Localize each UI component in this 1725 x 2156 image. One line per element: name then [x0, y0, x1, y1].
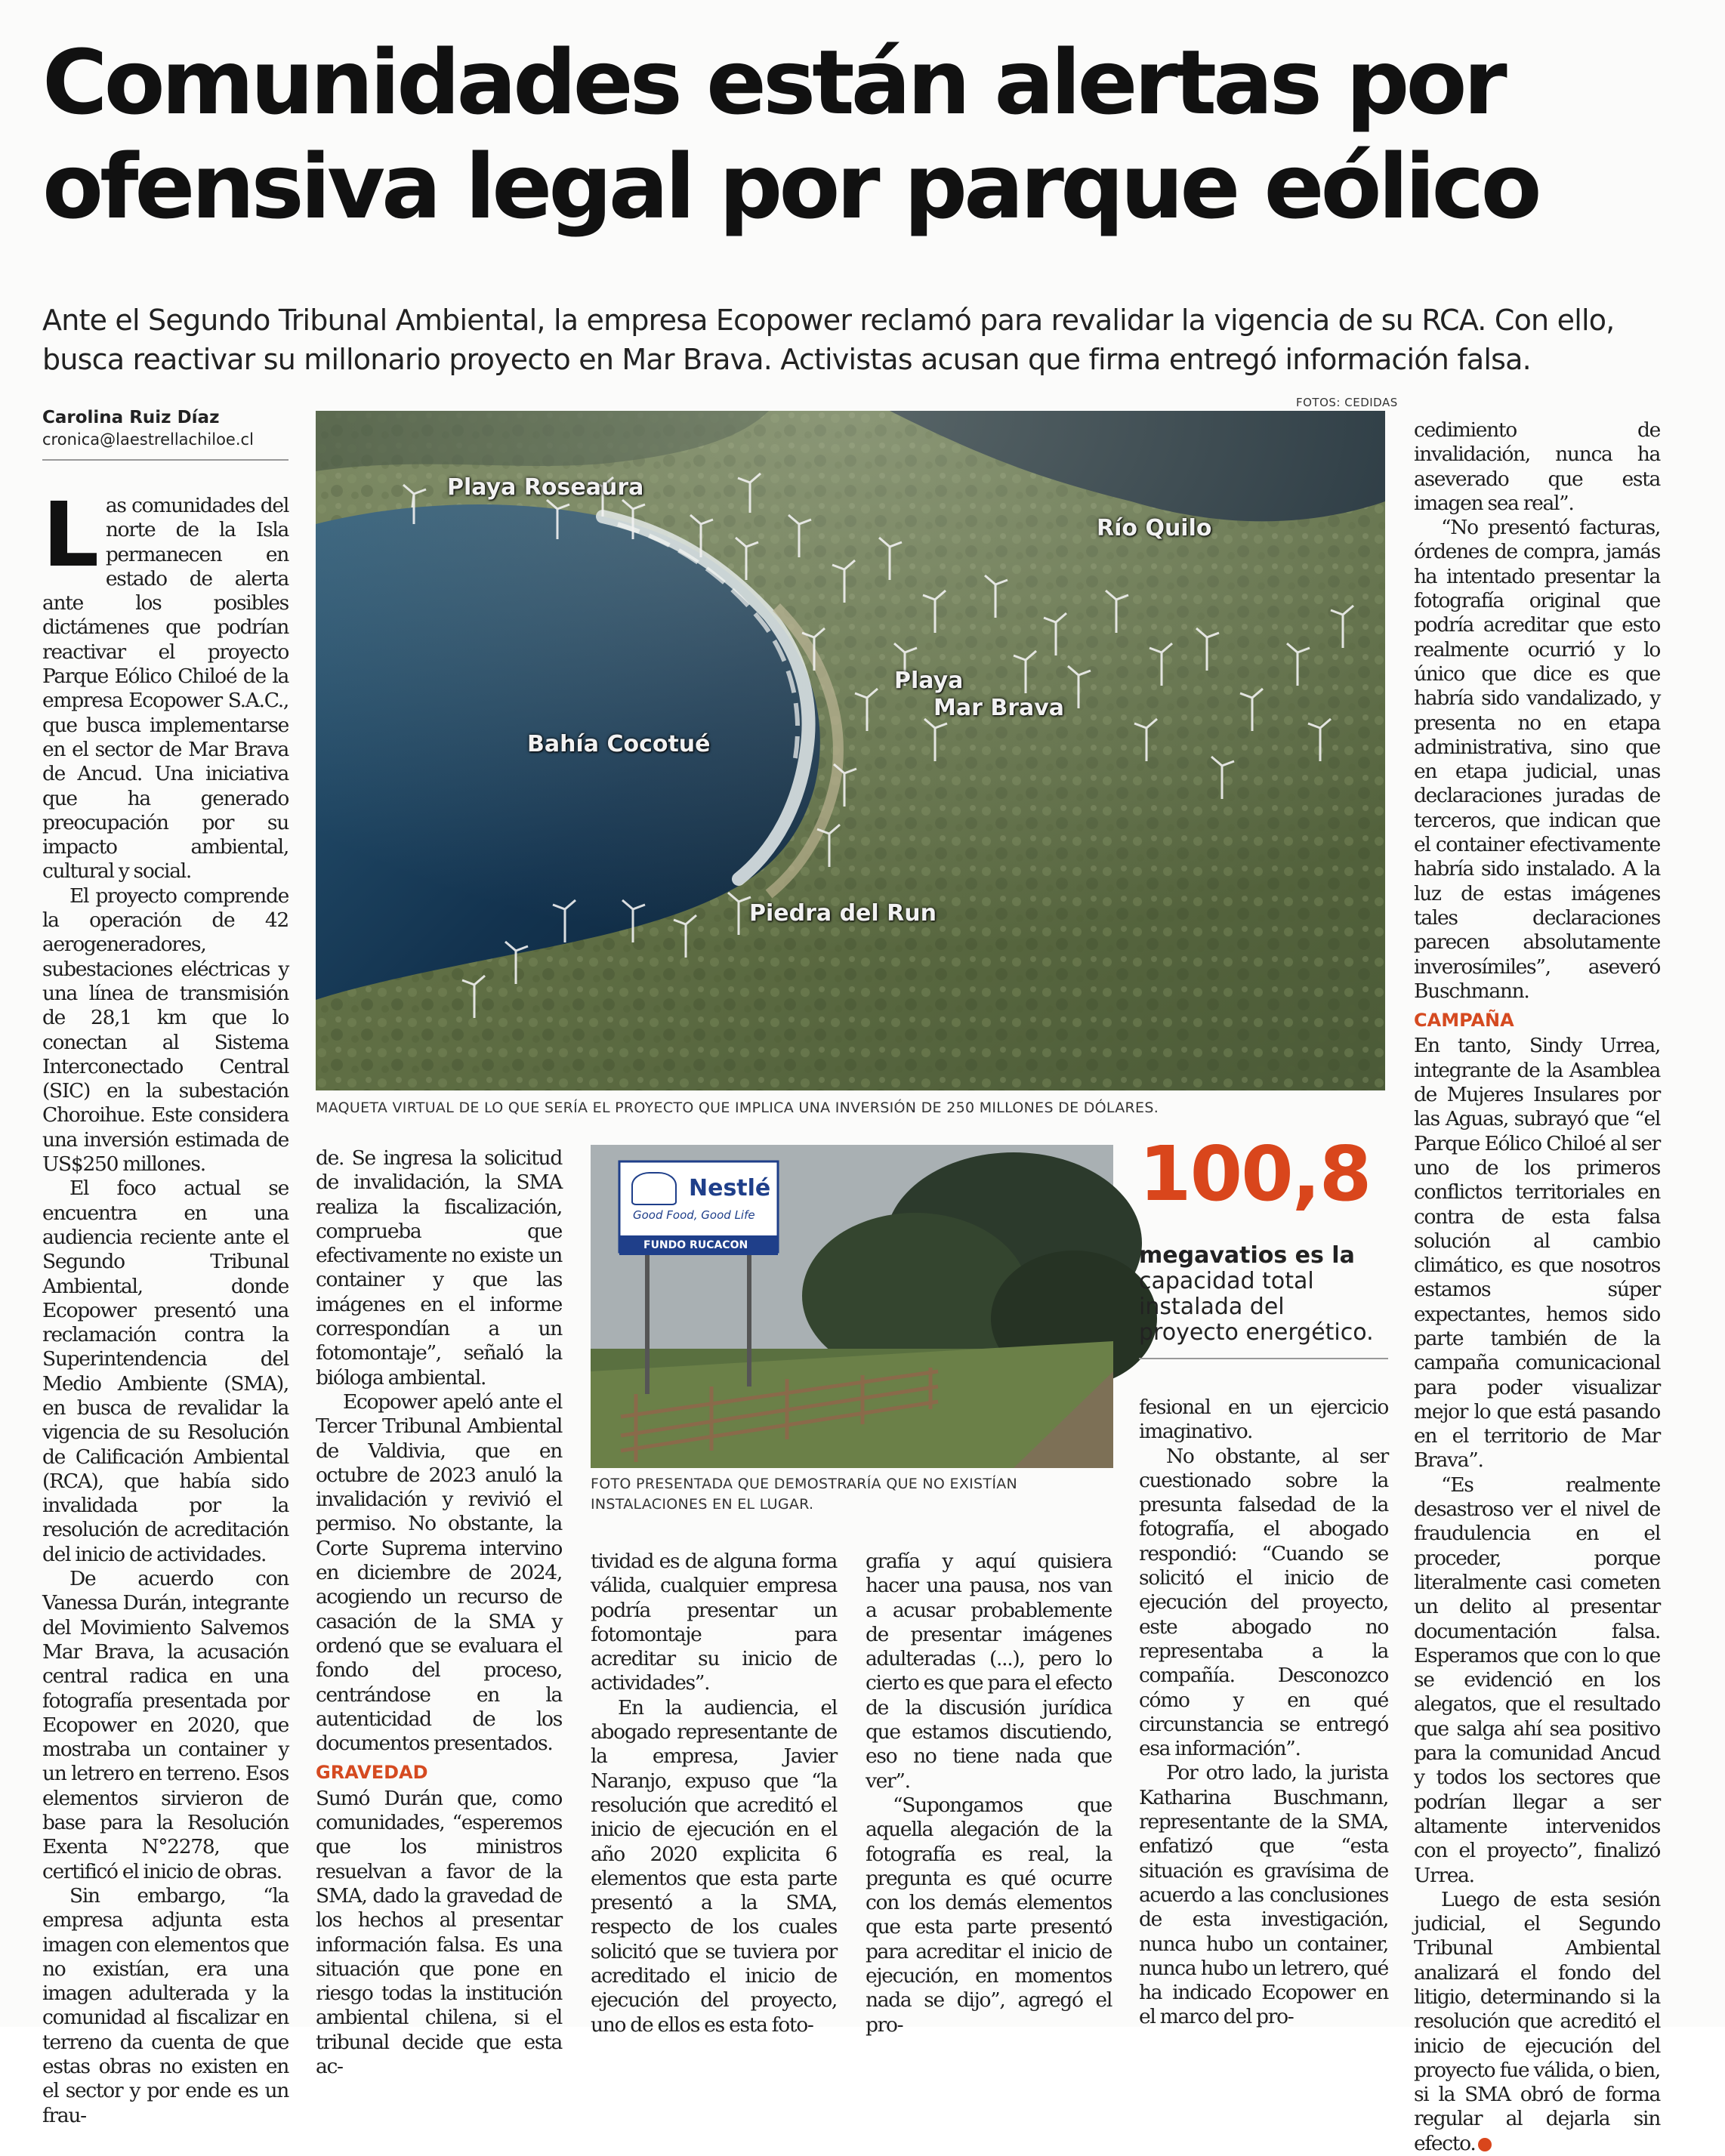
sign-tagline: Good Food, Good Life [633, 1208, 755, 1222]
column-5 [1139, 1396, 1388, 2029]
author-email[interactable]: cronica@laestrellachiloe.cl [42, 430, 254, 449]
col2-paragraph-1: de. Se ingresa la solicitud de invalidación, la SMA realiza la fiscalización, comprueba que efectivamente no existe un container y que las imágenes en el informe correspondían a un fotomontaje”, señaló la bióloga ambiental. [316, 1146, 562, 1390]
col2-paragraph-2: Ecopower apeló ante el Tercer Tribunal Ambiental de Valdivia, que en octubre de 2023 anuló la invalidación y revivió el permiso. No obstante, la Corte Suprema intervino en diciembre de 2024, acogiendo un recurso de casación de la SMA y ordenó que se evaluara el fondo del proceso, centrándose en la autenticidad de los documentos presentados. [316, 1390, 562, 1756]
sign-brand: Nestlé [689, 1175, 771, 1201]
headline: Comunidades están alertas por ofensiva legal por parque eólico [42, 30, 1538, 239]
column-6 [1414, 418, 1660, 2155]
subheading-gravedad: GRAVEDAD [316, 1762, 428, 1784]
col6-paragraph-3: En tanto, Sindy Urrea, integrante de la Asamblea de Mujeres Insulares por las Aguas, subrayó que “el Parque Eólico Chiloé al ser uno de los primeros conflictos territoriales en contra de esta falsa solución al cambio climático, es que nosotros estamos súper expectantes, hemos sido parte también de la campaña comunicacional para poder visualizar mejor lo que está pasando en el territorio de Mar Brava”. [1414, 1034, 1660, 1473]
drop-cap: L [42, 483, 98, 587]
column-4 [866, 1550, 1112, 2037]
col3-paragraph-1: tividad es de alguna forma válida, cualquier empresa podría presentar un fotomontaje para acreditar su inicio de actividades”. [591, 1550, 837, 1695]
col4-paragraph-1: grafía y aquí quisiera hacer una pausa, nos van a acusar probablemente de presentar imágenes adulteradas (...), pero lo cierto es que para el efecto de la discusión jurídica que estamos discutiendo, eso no tiene nada que ver”. [866, 1550, 1112, 1793]
col1-paragraph-3: El foco actual se encuentra en una audiencia reciente ante el Segundo Tribunal Ambiental, donde Ecopower presentó una reclamación contra la Superintendencia del Medio Ambiente (SMA), en busca de revalidar la vigencia de su Resolución de Calificación Ambiental (RCA), que había sido invalidada por la resolución de acreditación del inicio de actividades. [42, 1177, 289, 1566]
map-label-rio-quilo: Río Quilo [1097, 515, 1212, 541]
highlight-divider [1139, 1358, 1388, 1359]
author-name: Carolina Ruiz Díaz [42, 408, 220, 427]
col2-paragraph-3: Sumó Durán que, como comunidades, “esperemos que los ministros resuelvan a favor de la SMA, dado la gravedad de los hechos al presentar información falsa. Es una situación que pone en riesgo todas la institución ambiental chilena, si el tribunal decide que esta ac- [316, 1786, 562, 2078]
sign-photo [591, 1145, 1113, 1468]
col4-paragraph-2: “Supongamos que aquella alegación de la fotografía es real, la pregunta es qué ocurre con los demás elementos que esta parte presentó para acreditar el inicio de ejecución, en momentos nada se dijo”, agregó el pro- [866, 1793, 1112, 2037]
wind-farm-render [316, 411, 1385, 1090]
col1-paragraph-4: De acuerdo con Vanessa Durán, integrante del Movimiento Salvemos Mar Brava, la acusación central radica en una fotografía presentada por Ecopower en 2020, que mostraba un container y un letrero en terreno. Esos elementos sirvieron de base para la Resolución Exenta N°2278, que certificó el inicio de obras. [42, 1567, 289, 1883]
project-render-image [316, 411, 1385, 1090]
end-of-article-icon [1478, 2138, 1492, 2151]
sign-place: FUNDO RUCACON [643, 1239, 748, 1251]
highlight-bold: megavatios es la [1139, 1242, 1355, 1269]
col6-paragraph-1: cedimiento de invalidación, nunca ha aseverado que esta imagen sea real”. [1414, 418, 1660, 515]
col1-paragraph-1: as comunidades del norte de la Isla permanecen en estado de alerta ante los posibles dictámenes que podrían reactivar el proyecto Parque Eólico Chiloé de la empresa Ecopower S.A.C., que busca implementarse en el sector de Mar Brava de Ancud. Una iniciativa que ha generado preocupación por su impacto ambiental, cultural y social. [42, 494, 289, 884]
col3-paragraph-2: En la audiencia, el abogado representante de la empresa, Javier Naranjo, expuso que “la resolución que acreditó el inicio de ejecución en el año 2020 explicita 6 elementos que esta parte presentó a la SMA, respecto de los cuales solicitó que se tuviera por acreditado el inicio de ejecución del proyecto, uno de ellos es esta foto- [591, 1695, 837, 2037]
map-label-playa-roseaura: Playa Roseaura [447, 474, 644, 501]
subheading-campana: CAMPAÑA [1414, 1010, 1514, 1032]
col5-paragraph-3: Por otro lado, la jurista Katharina Buschmann, representante de la SMA, enfatizó que “esta situación es gravísima de acuerdo a las conclusiones de esta investigación, nunca hubo un container, nunca hubo un letrero, qué ha indicado Ecopower en el marco del pro- [1139, 1761, 1388, 2029]
map-label-piedra-del-run: Piedra del Run [749, 900, 937, 927]
author-divider [42, 459, 289, 461]
col6-paragraph-4: “Es realmente desastroso ver el nivel de fraudulencia en el proceder, porque literalmente casi cometen un delito al presentar documentación falsa. Esperamos que con lo que se evidenció en los alegatos, que el resultado que salga ahí sea positivo para la comunidad Ancud y todos los sectores que podrían llegar a ser altamente intervenidos con el proyecto”, finalizó Urrea. [1414, 1473, 1660, 1887]
highlight-number: 100,8 [1139, 1130, 1371, 1218]
col6-paragraph-2: “No presentó facturas, órdenes de compra, jamás ha intentado presentar la fotografía original que podría acreditar que esto realmente ocurrió y lo único que dice es que habría sido vandalizado, y presenta no en etapa administrativa, sino que en etapa judicial, unas declaraciones juradas de terceros, que indican que el container efectivamente habría sido instalado. A la luz de estas imágenes tales declaraciones parecen absolutamente inverosímiles”, aseveró Buschmann. [1414, 516, 1660, 1003]
col5-paragraph-2: No obstante, al ser cuestionado sobre la presunta falsedad de la fotografía, el abogado respondió: “Cuando se solicitó el inicio de ejecución del proyecto, este abogado no representaba a la compañía. Desconozco cómo y en qué circunstancia se entregó esa información”. [1139, 1444, 1388, 1761]
sign-photo-caption: FOTO PRESENTADA QUE DEMOSTRARÍA QUE NO EXISTÍAN INSTALACIONES EN EL LUGAR. [591, 1476, 1018, 1513]
column-2 [316, 1146, 562, 2078]
highlight-text [1139, 1243, 1388, 1346]
map-label-mar-brava: Mar Brava [933, 695, 1065, 721]
highlight-body: capacidad total instalada del proyecto energético. [1139, 1268, 1374, 1346]
col1-paragraph-5: Sin embargo, “la empresa adjunta esta imagen con elementos que no existían, era una imagen adulterada y la comunidad al fiscalizar en terreno da cuenta de que estas obras no existen en el sector y por ende es un frau- [42, 1883, 289, 2127]
map-caption: MAQUETA VIRTUAL DE LO QUE SERÍA EL PROYECTO QUE IMPLICA UNA INVERSIÓN DE 250 MILLONES DE DÓLARES. [316, 1100, 1159, 1116]
map-label-playa: Playa [894, 668, 964, 694]
col6-paragraph-5: Luego de esta sesión judicial, el Segundo Tribunal Ambiental analizará el fondo del litigio, determinando si la resolución que acreditó el inicio de ejecución del proyecto fue válida, o bien, si la SMA obró de forma regular al dejarla sin efecto. [1414, 1887, 1660, 2155]
deck-subtitle: Ante el Segundo Tribunal Ambiental, la empresa Ecopower reclamó para revalidar la vigencia de su RCA. Con ello, busca reactivar su millonario proyecto en Mar Brava. Activistas acusan que firma entregó información falsa. [42, 304, 1615, 376]
nest-logo-icon [631, 1172, 677, 1205]
col5-paragraph-1: fesional en un ejercicio imaginativo. [1139, 1396, 1388, 1444]
column-3 [591, 1550, 837, 2037]
photo-credit: FOTOS: CEDIDAS [1296, 396, 1398, 409]
map-label-bahia-cocotue: Bahía Cocotué [527, 731, 711, 757]
column-1 [42, 483, 289, 2127]
col1-paragraph-2: El proyecto comprende la operación de 42 aerogeneradores, subestaciones eléctricas y una línea de transmisión de 28,1 km que lo conectan al Sistema Interconectado Central (SIC) en la subestación Choroihue. Este considera una inversión estimada de US$250 millones. [42, 884, 289, 1177]
